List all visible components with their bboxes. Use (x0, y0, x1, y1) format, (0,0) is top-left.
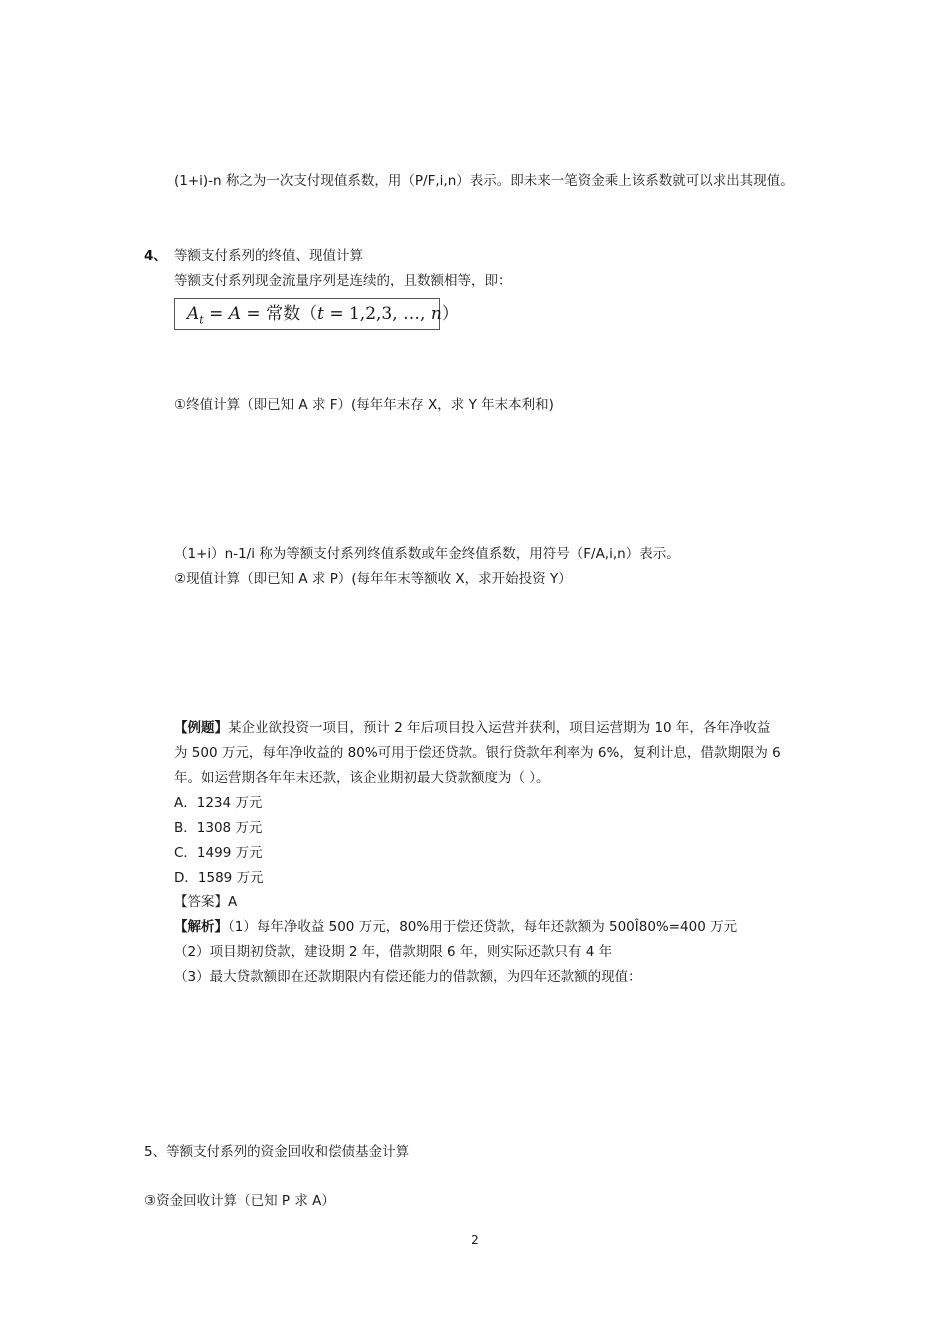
section-4-number: 4、 (144, 248, 167, 264)
formula-n-variable: n (430, 304, 442, 324)
example-text-1: 某企业欲投资一项目，预计 2 年后项目投入运营并获利，项目运营期为 10 年，各年净收益 (228, 720, 771, 736)
option-c: C．1499 万元 (174, 845, 263, 861)
paragraph-equal-series-intro: 等额支付系列现金流量序列是连续的，且数额相等，即： (174, 273, 512, 289)
section-5-title: 5、等额支付系列的资金回收和偿债基金计算 (144, 1144, 410, 1160)
formula-constant-word: 常数 (266, 304, 301, 324)
formula-open-paren: （ (300, 304, 318, 324)
formula-middle: = A = (203, 304, 267, 324)
answer-line: 【答案】A (174, 894, 238, 910)
analysis-line-2: （2）项目期初贷款，建设期 2 年，借款期限 6 年，则实际还款只有 4 年 (174, 944, 613, 960)
example-line-1 (174, 719, 770, 737)
formula-range: = 1,2,3, …, (323, 304, 431, 324)
formula-close-paren: ） (441, 304, 459, 324)
paragraph-present-value-calc: ②现值计算（即已知 A 求 P）(每年年末等额收 X，求开始投资 Y） (174, 571, 572, 587)
option-a: A．1234 万元 (174, 795, 263, 811)
option-d: D．1589 万元 (174, 870, 264, 886)
formula-t-variable: t (317, 304, 324, 324)
analysis-line-1 (174, 918, 737, 936)
page-number: 2 (471, 1233, 479, 1247)
paragraph-capital-recovery: ③资金回收计算（已知 P 求 A） (144, 1193, 335, 1209)
option-b: B．1308 万元 (174, 820, 263, 836)
formula-subscript: t (199, 313, 204, 327)
example-line-2: 为 500 万元，每年净收益的 80%可用于偿还贷款。银行贷款年利率为 6%，复利计息，借款期限为 6 (174, 745, 781, 761)
analysis-line-3: （3）最大贷款额即在还款期限内有偿还能力的借款额，为四年还款额的现值： (174, 969, 642, 985)
formula-equal-payment (174, 298, 459, 330)
example-line-3: 年。如运营期各年年末还款，该企业期初最大贷款额度为（ ）。 (174, 770, 550, 786)
paragraph-future-value-calc: ①终值计算（即已知 A 求 F）(每年年末存 X，求 Y 年末本利和) (174, 397, 554, 413)
formula-lhs: A (187, 304, 200, 324)
example-tag: 【例题】 (174, 720, 228, 736)
paragraph-present-value-factor: (1+i)-n 称之为一次支付现值系数，用（P/F,i,n）表示。即未来一笔资金乘上该系数就可以求出其现值。 (174, 173, 794, 189)
analysis-tag: 【解析】 (174, 919, 228, 935)
analysis-text-1: （1）每年净收益 500 万元，80%用于偿还贷款，每年还款额为 500Î80%=400 万元 (228, 919, 738, 935)
section-4-title: 等额支付系列的终值、现值计算 (174, 248, 363, 264)
paragraph-future-value-factor: （1+i）n-1/i 称为等额支付系列终值系数或年金终值系数，用符号（F/A,i,n）表示。 (174, 546, 680, 562)
